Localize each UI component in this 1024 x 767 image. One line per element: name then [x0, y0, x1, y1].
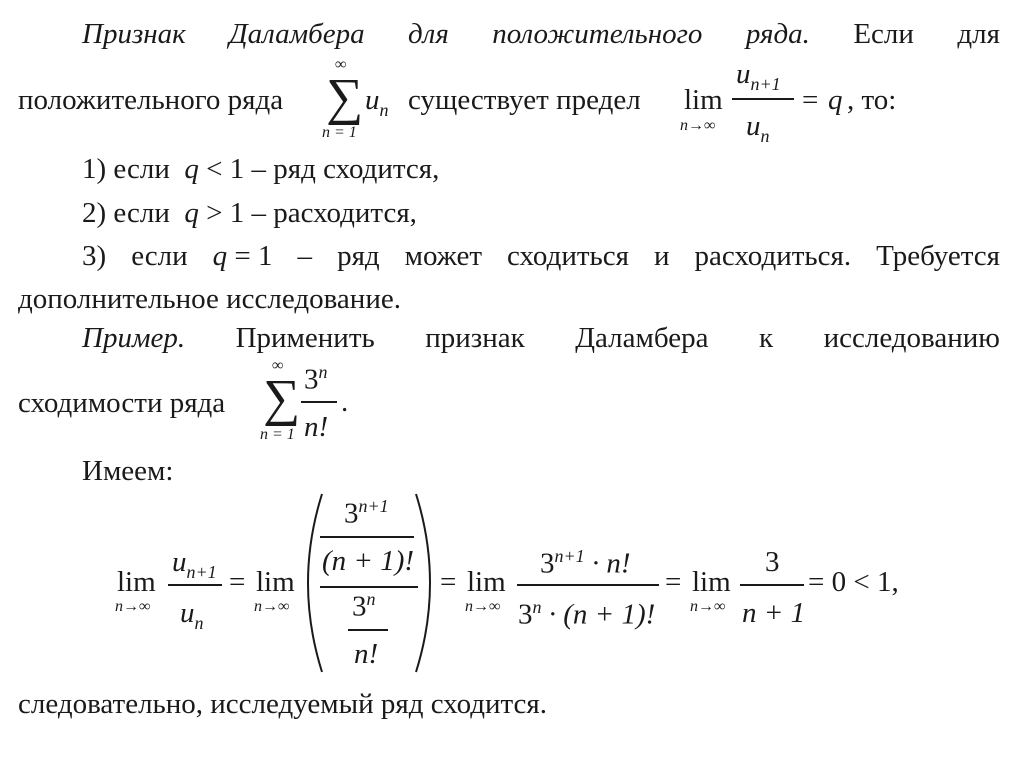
main-fraction-bar [320, 586, 418, 588]
fraction-bar [301, 401, 337, 403]
period: . [341, 386, 349, 418]
sum-upper-limit: ∞ [272, 357, 284, 374]
equals-sign: = [802, 84, 819, 116]
lim-word: lim [684, 84, 723, 116]
variable-q: q [828, 84, 843, 116]
inner-denominator-power: 3$^n$ [352, 589, 376, 623]
fraction-3-numerator: $3^{n+1} \cdot n$! [540, 546, 631, 580]
equals-sign: = [440, 566, 457, 598]
text-series-convergence: сходимости ряда [18, 387, 226, 419]
left-parenthesis [300, 492, 326, 674]
sum-lower-limit: n = 1 [322, 124, 357, 141]
example-numerator: 3$^n$ [304, 362, 328, 396]
criterion-title-word: для [408, 18, 449, 50]
text-word: исследованию [823, 322, 1000, 354]
text-positive-series: положительного ряда [18, 84, 284, 116]
example-line [82, 322, 1000, 355]
text-word: Требуется [876, 240, 1000, 272]
case-3-continuation: дополнительное исследование. [18, 283, 401, 315]
lim-subscript: n→∞ [690, 598, 726, 615]
text-word: ряд [337, 240, 380, 272]
number-one: 1 [229, 197, 245, 229]
text-word: сходиться [507, 240, 629, 272]
fraction-bar [732, 98, 794, 100]
text-word: может [404, 240, 483, 272]
case-label: 1) если [82, 153, 170, 185]
criterion-title-word: Признак [82, 18, 186, 50]
fraction-bar [168, 584, 222, 586]
text-word: Даламбера [575, 322, 709, 354]
equals-sign: = [665, 566, 682, 598]
ratio-denominator: $u_n$ [746, 110, 770, 146]
fraction-bar [740, 584, 804, 586]
lim-subscript: n→∞ [465, 598, 501, 615]
text-word: расходиться. [694, 240, 852, 272]
criterion-title-word: положительного [492, 18, 703, 50]
lim-subscript: n→∞ [680, 117, 716, 134]
text-word: Если [853, 18, 914, 50]
lim-word: lim [256, 566, 295, 598]
lim-subscript: n→∞ [115, 598, 151, 615]
sum-symbol: ∑ [326, 69, 364, 126]
case-label: 3) [82, 240, 107, 272]
case-3 [82, 240, 1000, 273]
text-limit-exists: существует предел [408, 84, 641, 116]
ratio-denominator: $u_n$ [180, 597, 204, 633]
text-we-have: Имеем: [82, 455, 174, 487]
series-term: $u_n$ [365, 84, 389, 120]
criterion-title-word: ряда. [745, 18, 810, 50]
case-text: – расходится, [251, 197, 417, 229]
relation-sign: < [206, 153, 223, 185]
example-denominator: n! [304, 411, 329, 443]
example-label: Пример. [82, 322, 186, 354]
dash: – [297, 240, 313, 272]
inner-fraction-bar [320, 536, 414, 538]
variable-q: q [184, 153, 199, 185]
variable-q: q [184, 197, 199, 229]
ratio-numerator: $u_{n+1}$ [736, 58, 781, 94]
criterion-title-word: Даламбера [229, 18, 365, 50]
number-one: 1 [229, 153, 245, 185]
text-word: Применить [235, 322, 375, 354]
sum-lower-limit: n = 1 [260, 426, 295, 443]
ratio-numerator: $u_{n+1}$ [172, 546, 217, 582]
fraction-4-denominator: n + 1 [742, 597, 806, 629]
sum-symbol: ∑ [263, 370, 301, 427]
lim-subscript: n→∞ [254, 598, 290, 615]
criterion-title-line [82, 18, 1000, 51]
inner-numerator-power: $3^{n+1}$ [344, 496, 389, 530]
text-word: признак [425, 322, 525, 354]
fraction-3-denominator: 3$^n$ · (n + 1)! [518, 597, 656, 631]
inner-numerator-factorial: (n + 1)! [322, 545, 415, 577]
equals-sign: = [229, 566, 246, 598]
relation-sign: > [206, 197, 223, 229]
lim-word: lim [117, 566, 156, 598]
lim-word: lim [692, 566, 731, 598]
fraction-4-numerator: 3 [765, 546, 780, 578]
text-word: для [957, 18, 1000, 50]
condition: q = 1 [212, 240, 273, 272]
right-parenthesis [412, 492, 438, 674]
inner-fraction-bar [348, 629, 388, 631]
inner-denominator-factorial: n! [354, 638, 379, 670]
case-text: – ряд сходится, [251, 153, 440, 185]
text-word: если [131, 240, 188, 272]
conclusion-text: следовательно, исследуемый ряд сходится. [18, 688, 548, 720]
text-then: , то: [847, 84, 897, 116]
case-1 [82, 153, 439, 186]
fraction-bar [517, 584, 659, 586]
text-word: и [653, 240, 670, 272]
case-2 [82, 197, 417, 230]
sum-upper-limit: ∞ [335, 56, 347, 73]
result: = 0 < 1, [808, 566, 899, 598]
case-label: 2) если [82, 197, 170, 229]
lim-word: lim [467, 566, 506, 598]
text-word: к [758, 322, 774, 354]
